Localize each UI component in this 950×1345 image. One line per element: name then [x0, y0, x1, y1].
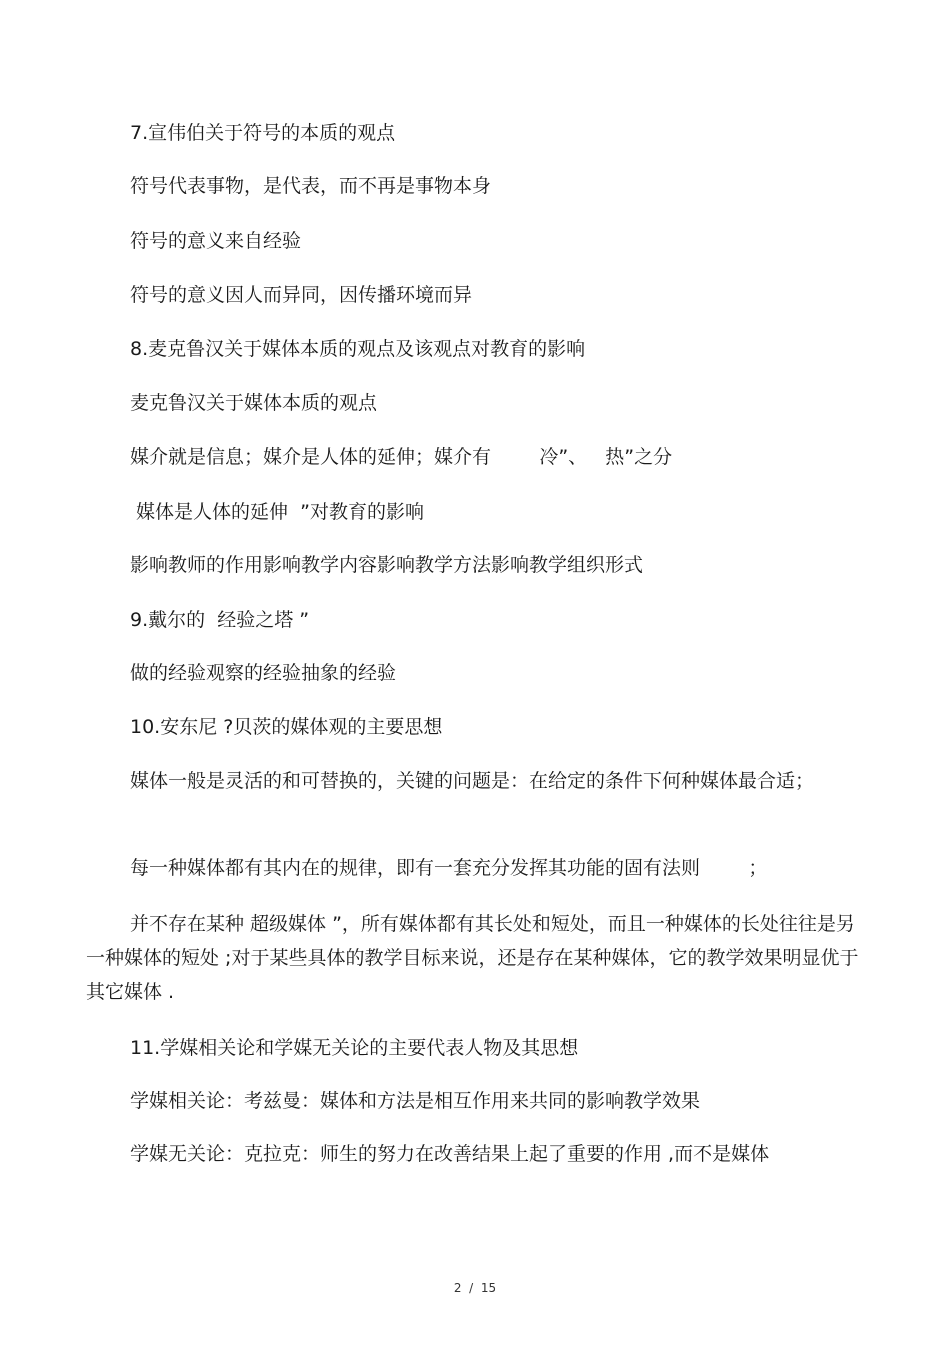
heading-7: 7.宣伟伯关于符号的本质的观点 [130, 122, 396, 144]
paragraph-line: 学媒相关论：考兹曼：媒体和方法是相互作用来共同的影响教学效果 [130, 1090, 701, 1112]
paragraph-line: 麦克鲁汉关于媒体本质的观点 [130, 392, 378, 414]
page-indicator: 2 / 15 [453, 1281, 497, 1295]
paragraph-line: 符号的意义因人而异同，因传播环境而异 [130, 284, 473, 306]
paragraph-line: 每一种媒体都有其内在的规律，即有一套充分发挥其功能的固有法则 ； [130, 857, 768, 879]
paragraph-wrapped: 并不存在某种 超级媒体 ”，所有媒体都有其长处和短处，而且一种媒体的长处往往是另一种媒体的短处 ;对于某些具体的教学目标来说，还是存在某种媒体，它的教学效果明显优于其它媒体 . [86, 913, 859, 1003]
heading-9: 9.戴尔的 经验之塔 ” [130, 609, 310, 631]
paragraph-line: 媒体是人体的延伸 ”对教育的影响 [130, 501, 424, 523]
paragraph-line: 做的经验观察的经验抽象的经验 [130, 662, 397, 684]
paragraph-wrapped: 媒体一般是灵活的和可替换的，关键的问题是：在给定的条件下何种媒体最合适； [130, 770, 815, 792]
heading-8: 8.麦克鲁汉关于媒体本质的观点及该观点对教育的影响 [130, 338, 586, 360]
heading-11: 11.学媒相关论和学媒无关论的主要代表人物及其思想 [130, 1037, 579, 1059]
paragraph-wrapped: 学媒无关论：克拉克：师生的努力在改善结果上起了重要的作用 ,而不是媒体 [130, 1143, 770, 1165]
paragraph-line: 影响教师的作用影响教学内容影响教学方法影响教学组织形式 [130, 554, 644, 576]
paragraph-line: 符号代表事物，是代表，而不再是事物本身 [130, 175, 492, 197]
paragraph-line: 符号的意义来自经验 [130, 230, 302, 252]
heading-10: 10.安东尼 ?贝茨的媒体观的主要思想 [130, 716, 443, 738]
paragraph-line: 媒介就是信息；媒介是人体的延伸；媒介有 冷”、 热”之分 [130, 446, 673, 468]
